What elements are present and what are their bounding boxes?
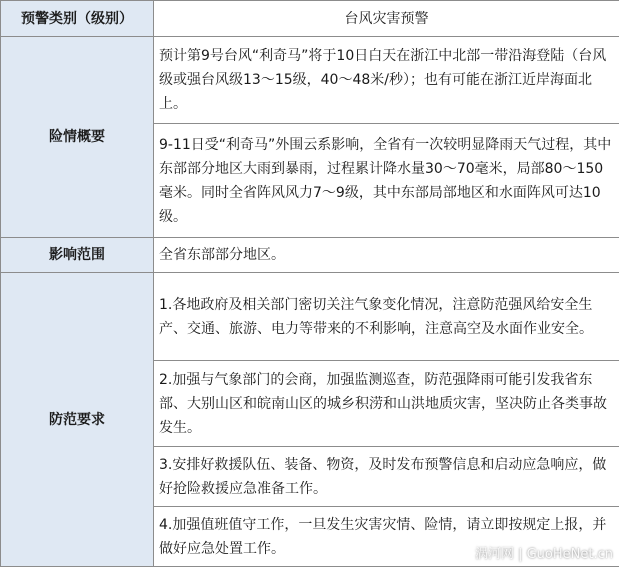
requirement-text-2: 2.加强与气象部门的会商，加强监测巡查，防范强降雨可能引发我省东部、大别山区和皖南山区的城乡积涝和山洪地质灾害，坚决防止各类事故发生。 [154,361,619,447]
summary-row-1 [1,37,619,124]
summary-text-1: 预计第9号台风“利奇马”将于10日白天在浙江中北部一带沿海登陆（台风级或强台风级13～15级，40～48米/秒）；也有可能在浙江近岸海面北上。 [154,37,619,124]
summary-text-2: 9-11日受“利奇马”外围云系影响，全省有一次较明显降雨天气过程，其中东部部分地区大雨到暴雨，过程累计降水量30～70毫米，局部80～150毫米。同时全省阵风风力7～9级，其中东部局部地区和水面阵风可达10级。 [154,124,619,238]
summary-label-cell: 险情概要 [1,37,154,238]
header-title-cell: 台风灾害预警 [154,1,619,37]
requirement-text-1: 1.各地政府及相关部门密切关注气象变化情况，注意防范强风给安全生产、交通、旅游、电力等带来的不利影响，注意高空及水面作业安全。 [154,273,619,361]
scope-row [1,238,619,273]
requirement-text-3: 3.安排好救援队伍、装备、物资，及时发布预警信息和启动应急响应，做好抢险救援应急准备工作。 [154,447,619,507]
scope-label-cell: 影响范围 [1,238,154,273]
header-row [1,1,619,37]
scope-text: 全省东部部分地区。 [154,238,619,273]
watermark: 涡河网 | GuoHeNet.cn [475,543,613,562]
requirements-label-cell: 防范要求 [1,273,154,567]
header-label-cell: 预警类别（级别） [1,1,154,37]
requirement-text-4: 4.加强值班值守工作，一旦发生灾害灾情、险情，请立即按规定上报，并做好应急处置工作。 [154,507,619,567]
requirements-row-1 [1,273,619,361]
